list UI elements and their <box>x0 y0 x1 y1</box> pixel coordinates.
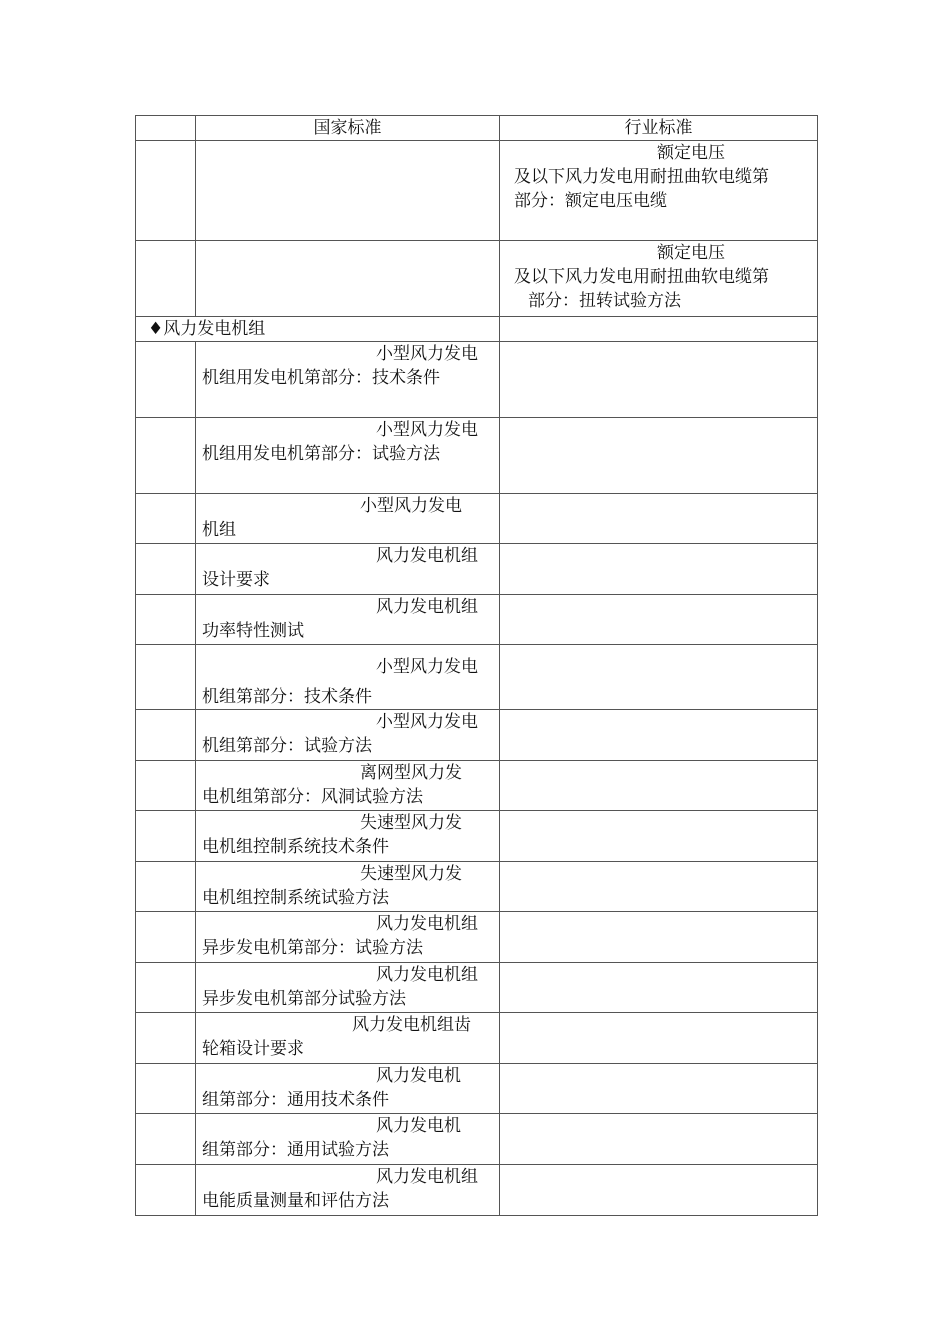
national-standard-cell <box>196 761 500 811</box>
table-row <box>136 912 818 963</box>
cell-line: 风力发电机 <box>376 1116 461 1136</box>
cell-line: 及以下风力发电用耐扭曲软电缆第 <box>514 267 769 287</box>
national-standard-cell <box>196 963 500 1013</box>
national-standard-cell <box>196 1013 500 1064</box>
table-row <box>136 963 818 1013</box>
national-standard-cell <box>196 811 500 862</box>
diamond-bullet-icon: ♦ <box>148 319 164 339</box>
national-standard-cell <box>196 544 500 595</box>
cell-line: 轮箱设计要求 <box>202 1039 304 1059</box>
cell-line: 异步发电机第部分试验方法 <box>202 989 406 1009</box>
cell-line: 小型风力发电 <box>376 657 478 677</box>
cell-line: 小型风力发电 <box>376 420 478 440</box>
table-row <box>136 418 818 494</box>
cell-line: 小型风力发电 <box>376 344 478 364</box>
table-row <box>136 1064 818 1114</box>
national-standard-cell <box>196 1114 500 1165</box>
table-header-row <box>136 116 818 141</box>
table-row <box>136 1165 818 1216</box>
cell-line: 机组用发电机第部分：试验方法 <box>202 444 440 464</box>
cell-line: 失速型风力发 <box>360 864 462 884</box>
cell-line: 部分：扭转试验方法 <box>528 291 681 311</box>
table-row <box>136 645 818 710</box>
cell-line: 电机组控制系统试验方法 <box>202 888 389 908</box>
national-standard-cell <box>196 418 500 494</box>
cell-line: 电能质量测量和评估方法 <box>202 1191 389 1211</box>
cell-line: 风力发电机组 <box>376 1167 478 1187</box>
national-standard-cell <box>196 1064 500 1114</box>
national-standard-cell <box>196 912 500 963</box>
cell-line: 风力发电机组 <box>376 597 478 617</box>
index-header-cell <box>136 116 196 141</box>
national-standard-cell <box>196 1165 500 1216</box>
national-standard-cell <box>196 710 500 761</box>
cell-line: 机组用发电机第部分：技术条件 <box>202 368 440 388</box>
table-row <box>136 494 818 544</box>
industry-standard-cell <box>500 241 818 317</box>
cell-line: 离网型风力发 <box>360 763 462 783</box>
cell-line: 小型风力发电 <box>376 712 478 732</box>
table-row <box>136 1114 818 1165</box>
table-row <box>136 811 818 862</box>
national-standard-header: 国家标准 <box>196 116 500 141</box>
cell-line: 组第部分：通用技术条件 <box>202 1090 389 1110</box>
industry-standard-cell <box>500 141 818 241</box>
cell-line: 风力发电机 <box>376 1066 461 1086</box>
table-row <box>136 595 818 645</box>
cell-line: 组第部分：通用试验方法 <box>202 1140 389 1160</box>
table-row <box>136 241 818 317</box>
table-row <box>136 761 818 811</box>
industry-standard-header: 行业标准 <box>500 116 818 141</box>
section-row <box>136 317 818 342</box>
cell-line: 部分：额定电压电缆 <box>514 191 667 211</box>
national-standard-cell <box>196 342 500 418</box>
cell-line: 风力发电机组 <box>376 546 478 566</box>
section-title-cell <box>136 317 500 342</box>
cell-line: 电机组控制系统技术条件 <box>202 837 389 857</box>
cell-line: 额定电压 <box>657 243 725 263</box>
cell-line: 及以下风力发电用耐扭曲软电缆第 <box>514 167 769 187</box>
cell-line: 机组 <box>202 520 236 540</box>
table-row <box>136 342 818 418</box>
table-row <box>136 862 818 912</box>
cell-line: 电机组第部分：风洞试验方法 <box>202 787 423 807</box>
cell-line: 设计要求 <box>202 570 270 590</box>
national-standard-cell <box>196 595 500 645</box>
cell-line: 机组第部分：技术条件 <box>202 687 372 707</box>
cell-line: 异步发电机第部分：试验方法 <box>202 938 423 958</box>
national-standard-cell <box>196 645 500 710</box>
standards-table <box>135 115 818 1216</box>
cell-line: 功率特性测试 <box>202 621 304 641</box>
table-row <box>136 1013 818 1064</box>
section-title: 风力发电机组 <box>163 319 266 339</box>
national-standard-cell <box>196 862 500 912</box>
cell-line: 风力发电机组 <box>376 914 478 934</box>
table-row <box>136 141 818 241</box>
cell-line: 风力发电机组齿 <box>352 1015 471 1035</box>
cell-line: 失速型风力发 <box>360 813 462 833</box>
standards-document <box>135 115 817 1216</box>
cell-line: 额定电压 <box>657 143 725 163</box>
table-row <box>136 544 818 595</box>
cell-line: 风力发电机组 <box>376 965 478 985</box>
cell-line: 小型风力发电 <box>360 496 462 516</box>
table-row <box>136 710 818 761</box>
cell-line: 机组第部分：试验方法 <box>202 736 372 756</box>
national-standard-cell <box>196 494 500 544</box>
